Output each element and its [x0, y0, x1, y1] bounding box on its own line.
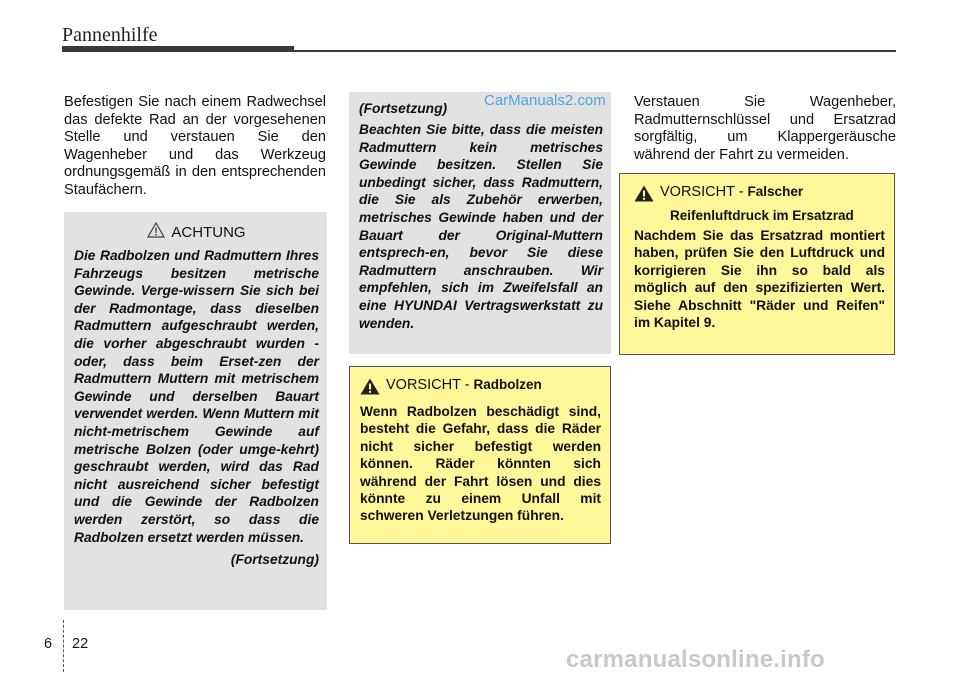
watermark-bottom: carmanualsonline.info: [566, 646, 825, 673]
chapter-number: 6: [44, 636, 53, 652]
fortsetzung-label: (Fortsetzung): [359, 101, 448, 116]
achtung-header: [74, 222, 319, 242]
vorsicht-reifendruck-text: Nachdem Sie das Ersatzrad montiert haben, prüfen Sie den Luftdruck und korrigieren Sie ihn so bald als möglich auf den spezifizierten Wert. Siehe Abschnitt "Räder und Reifen" im Kapitel 9.: [634, 228, 885, 331]
header-rule: [294, 50, 896, 52]
vorsicht-subject: Falscher: [747, 184, 804, 199]
achtung-continued: (Fortsetzung): [230, 552, 319, 568]
achtung-title: ACHTUNG: [171, 223, 246, 241]
vorsicht-subject-line2: Reifenluftdruck im Ersatzrad: [670, 208, 854, 223]
footer-divider: [63, 620, 64, 672]
header-bar: [62, 46, 294, 52]
intro-paragraph: Befestigen Sie nach einem Radwechsel das defekte Rad an der vorgesehenen Stelle und verstauen Sie den Wagenheber und das Werkzeug ordnungsgemäß in den entsprechenden Staufächern.: [64, 94, 326, 198]
vorsicht-reifendruck-header: [634, 184, 885, 206]
vorsicht-radbolzen-header: [360, 377, 601, 399]
vorsicht-subject: Radbolzen: [473, 377, 542, 392]
vorsicht-reifendruck-box: [619, 173, 895, 355]
vorsicht-radbolzen-box: [349, 366, 611, 544]
section-title: Pannenhilfe: [62, 24, 158, 46]
storage-paragraph: Verstauen Sie Wagenheber, Radmutternschlüssel und Ersatzrad sorgfältig, um Klappergeräusche während der Fahrt zu vermeiden.: [634, 94, 896, 163]
warning-filled-icon: [634, 185, 654, 206]
vorsicht-label: VORSICHT -: [386, 377, 474, 393]
watermark-top: CarManuals2.com: [484, 92, 606, 109]
fortsetzung-box: [349, 92, 611, 354]
page-number: 22: [72, 636, 89, 652]
vorsicht-label: VORSICHT -: [660, 184, 748, 200]
vorsicht-radbolzen-text: Wenn Radbolzen beschädigt sind, besteht die Gefahr, dass die Räder nicht sicher befestigt werden können. Räder könnten sich während der Fahrt lösen und dies könnte zu einem Unfall mit schweren Verletzungen führen.: [360, 404, 601, 524]
achtung-box: [64, 212, 327, 610]
warning-triangle-icon: [147, 222, 165, 242]
achtung-text: Die Radbolzen und Radmuttern Ihres Fahrzeugs besitzen metrische Gewinde. Verge-wissern Sie sich bei der Radmontage, dass dieselben Radmuttern aufgeschraubt werden, die vorher abgeschraubt wurden - oder, dass beim Erset-zen der Radmuttern Muttern mit metrischem Gewinde und derselben Bauart verwendet werden. Wenn Muttern mit nicht-metrischem Gewinde auf metrische Bolzen (oder umge-kehrt) geschraubt werden, wird das Rad nicht ausreichend sicher befestigt und die Gewinde der Radbolzen werden zerstört, so dass die Radbolzen ersetzt werden müssen.: [74, 248, 319, 545]
fortsetzung-text: Beachten Sie bitte, dass die meisten Radmuttern kein metrisches Gewinde besitzen. Stellen Sie unbedingt sicher, dass Radmuttern, die Sie als Zubehör erwerben, metrisches Gewinde haben und der Bauart der Original-Muttern entsprech-en, bevor Sie diese Radmuttern anschrauben. Wir empfehlen, sich im Zweifelsfall an eine HYUNDAI Vertragswerkstatt zu wenden.: [359, 122, 603, 331]
warning-filled-icon: [360, 378, 380, 399]
